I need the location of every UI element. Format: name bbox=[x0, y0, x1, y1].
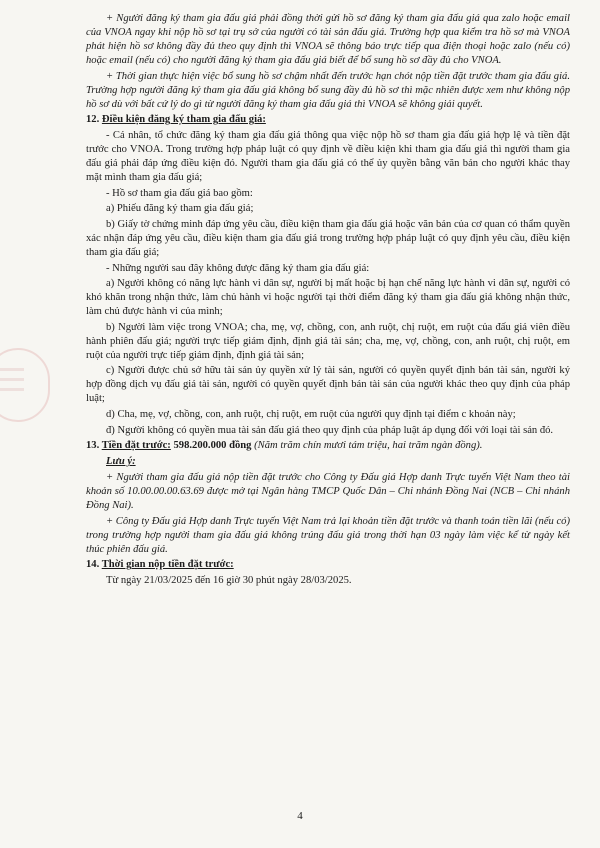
section-12-item: - Cá nhân, tổ chức đăng ký tham gia đấu giá thông qua việc nộp hồ sơ tham gia đấu giá hợp lệ và tiền đặt trước cho VNOA. Trong trường hợp pháp luật có quy định về điều kiện khi tham gia đấu giá thì người tham gia đấu giá phải đáp ứng điều kiện đó. Người tham gia đấu giá có thể ủy quyền bằng văn bản cho người khác thay mặt mình tham gia đấu giá; bbox=[86, 130, 570, 184]
note-item: + Công ty Đấu giá Hợp danh Trực tuyến Việt Nam trả lại khoản tiền đặt trước và thanh toán tiền lãi (nếu có) trong trường hợp người tham gia đấu giá không trúng đấu giá trong thời hạn 03 ngày làm việc kể từ ngày kết thúc phiên đấu giá. bbox=[86, 515, 570, 555]
paragraph-submit-via-zalo-email: + Người đăng ký tham gia đấu giá phải đồng thời gửi hồ sơ đăng ký tham gia đấu giá qua zalo hoặc email của VNOA ngay khi nộp hồ sơ tại trụ sở của người có tài sản đấu giá. Trường hợp qua kiểm tra hồ sơ mà VNOA phát hiện hồ sơ không đầy đủ theo quy định thì VNOA sẽ thông báo trực tiếp qua điện thoại hoặc zalo (nếu có) hoặc email (nếu có) cho người đăng ký tham gia đấu giá biết để bổ sung hồ sơ đầy đủ cho VNOA. bbox=[86, 13, 570, 66]
section-13-heading bbox=[86, 439, 570, 453]
note-item: + Người tham gia đấu giá nộp tiền đặt trước cho Công ty Đấu giá Hợp danh Trực tuyến Việt Nam theo tài khoản số 10.00.00.00.63.69 được mở tại Ngân hàng TMCP Quốc Dân – Chi nhánh Đồng Nai (NCB – Chi nhánh Đồng Nai). bbox=[86, 472, 570, 512]
section-12-item: - Những người sau đây không được đăng ký tham gia đấu giá: bbox=[106, 262, 370, 274]
paragraph-supplement-deadline: + Thời gian thực hiện việc bổ sung hồ sơ chậm nhất đến trước hạn chót nộp tiền đặt trước tham gia đấu giá. Trường hợp người đăng ký tham gia đấu giá không bổ sung đầy đủ hồ sơ thì mặc nhiên được xem như không nộp hồ sơ dù với bất cứ lý do gì từ người đăng ký tham gia đấu giá thì VNOA sẽ không giải quyết. bbox=[86, 70, 570, 110]
section-13-title: Tiền đặt trước: bbox=[101, 440, 171, 452]
section-14-heading bbox=[86, 558, 570, 572]
note-colon: : bbox=[132, 456, 136, 468]
deposit-amount: 598.200.000 đồng bbox=[173, 440, 252, 452]
section-12-heading bbox=[86, 113, 570, 127]
note-label: Lưu ý bbox=[106, 456, 133, 468]
section-12-item: c) Người được chủ sở hữu tài sản ủy quyền xử lý tài sản, người có quyền quyết định bán tài sản, người ký hợp đồng dịch vụ đấu giá tài sản, người có quyền quyết định bán tài sản của người khác theo quy định của pháp luật; bbox=[86, 365, 570, 405]
page-number: 4 bbox=[297, 810, 303, 822]
note-heading bbox=[106, 455, 570, 469]
section-12-item: b) Giấy tờ chứng minh đáp ứng yêu cầu, điều kiện tham gia đấu giá hoặc văn bản của cơ quan có thẩm quyền xác nhận đáp ứng yêu cầu, điều kiện tham gia đấu giá trong trường hợp pháp luật có quy định yêu cầu, điều kiện tham gia đấu giá; bbox=[86, 218, 570, 258]
section-12-title: Điều kiện đăng ký tham gia đấu giá: bbox=[101, 114, 266, 126]
deposit-period-text: Từ ngày 21/03/2025 đến 16 giờ 30 phút ngày 28/03/2025. bbox=[106, 575, 352, 587]
deposit-amount-words: (Năm trăm chín mươi tám triệu, hai trăm ngàn đồng). bbox=[254, 440, 483, 452]
section-13-number: 13. bbox=[86, 440, 100, 452]
section-12-item: d) Cha, mẹ, vợ, chồng, con, anh ruột, chị ruột, em ruột của người quy định tại điểm c khoản này; bbox=[106, 408, 516, 420]
section-14-number: 14. bbox=[86, 559, 100, 571]
section-12-number: 12. bbox=[86, 114, 100, 126]
seal-stamp-fragment bbox=[0, 348, 50, 422]
document-body bbox=[86, 12, 570, 590]
section-12-item: a) Người không có năng lực hành vi dân sự, người bị mất hoặc bị hạn chế năng lực hành vi dân sự, người có khó khăn trong nhận thức, làm chủ hành vi hoặc người tại thời điểm đăng ký tham gia đấu giá không nhận thức, làm chủ được hành vi của mình; bbox=[86, 278, 570, 318]
section-12-item: - Hồ sơ tham gia đấu giá bao gồm: bbox=[106, 187, 253, 199]
section-12-item: b) Người làm việc trong VNOA; cha, mẹ, vợ, chồng, con, anh ruột, chị ruột, em ruột của đấu giá viên điều hành phiên đấu giá; người trực tiếp giám định, định giá tài sản; cha, mẹ, vợ, chồng, con, anh ruột, chị ruột, em ruột của người trực tiếp giám định, định giá tài sản; bbox=[86, 321, 570, 361]
section-14-title: Thời gian nộp tiền đặt trước: bbox=[101, 559, 234, 571]
section-12-item: a) Phiếu đăng ký tham gia đấu giá; bbox=[106, 203, 254, 215]
section-12-item: đ) Người không có quyền mua tài sản đấu giá theo quy định của pháp luật áp dụng đối với loại tài sản đó. bbox=[106, 424, 554, 436]
